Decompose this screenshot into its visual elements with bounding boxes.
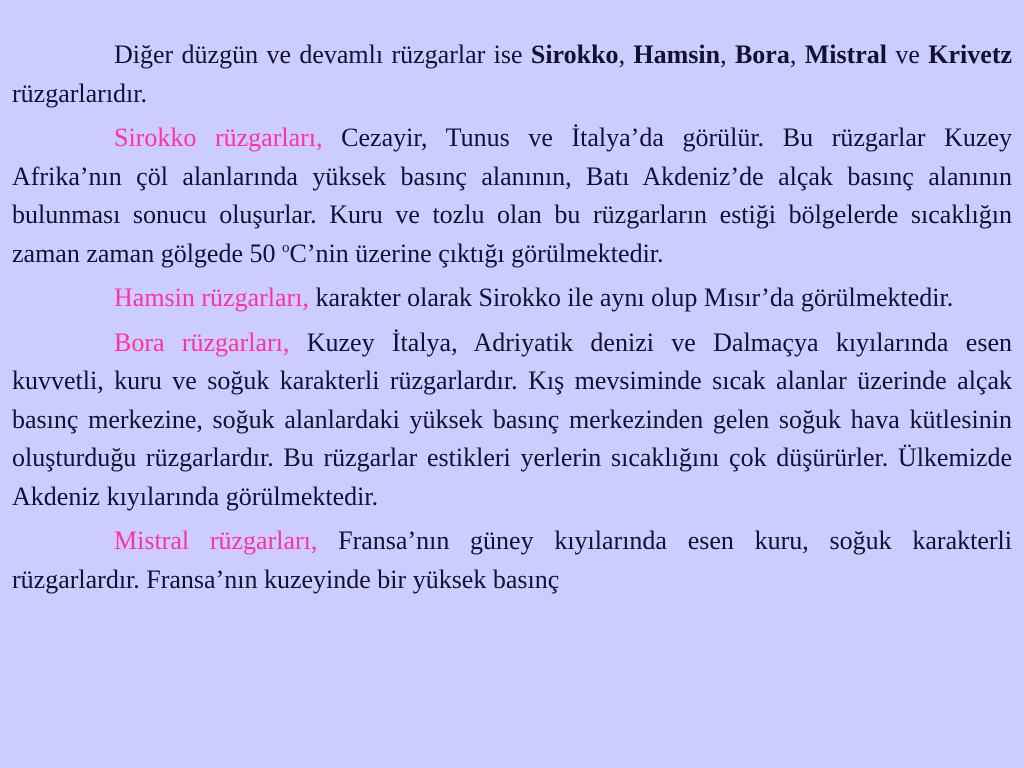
hamsin-heading: Hamsin rüzgarları, [114,283,309,312]
sirokko-text: Cezayir, Tunus ve İtalya’da görülür. Bu rüzgarlar Kuzey Afrika’nın çöl alanlarında yüksek basınç alanının, Batı Akdeniz’de alçak basınç alanının bulunması sonucu oluşurlar. Kuru ve tozlu olan bu rüzgarların estiği bölgelerde sıcaklığın zaman zaman gölgede 50 [12,123,1012,268]
sirokko-heading: Sirokko rüzgarları, [114,123,323,152]
hamsin-text: karakter olarak Sirokko ile aynı olup Mısır’da görülmektedir. [308,283,954,312]
bora-heading: Bora rüzgarları, [114,327,290,357]
separator: , [618,40,634,69]
hamsin-paragraph [12,279,1012,318]
mistral-text: Fransa’nın güney kıyılarında esen kuru, soğuk karakterli rüzgarlardır. Fransa’nın kuzeyinde bir yüksek basınç [12,526,1012,594]
wind-name-hamsin: Hamsin [633,40,721,69]
degree-superscript: o [282,239,290,256]
bora-paragraph [12,324,1012,517]
mistral-paragraph [12,522,1012,599]
mistral-heading: Mistral rüzgarları, [114,526,318,555]
bora-text: Kuzey İtalya, Adriyatik denizi ve Dalmaçya kıyılarında esen kuvvetli, kuru ve soğuk karakterli rüzgarlardır. Kış mevsiminde sıcak alanlar üzerinde alçak basınç merkezine, soğuk alanlardaki yüksek basınç merkezinden gelen soğuk hava kütlesinin oluşturduğu rüzgarlardır. Bu rüzgarlar estikleri yerlerin sıcaklığını çok düşürürler. Ülkemizde Akdeniz kıyılarında görülmektedir. [12,327,1012,511]
wind-name-krivetz: Krivetz [928,40,1013,69]
wind-name-mistral: Mistral [804,40,888,69]
intro-text: Diğer düzgün ve devamlı rüzgarlar ise [114,40,531,69]
sirokko-paragraph [12,119,1012,273]
separator: , [789,40,805,69]
wind-name-sirokko: Sirokko [530,40,619,69]
intro-ending: rüzgarlarıdır. [12,78,147,108]
separator: , [720,40,735,69]
intro-paragraph [12,36,1012,113]
sirokko-text-end: C’nin üzerine çıktığı görülmektedir. [289,238,664,268]
separator: ve [887,40,929,69]
wind-name-bora: Bora [734,40,790,69]
